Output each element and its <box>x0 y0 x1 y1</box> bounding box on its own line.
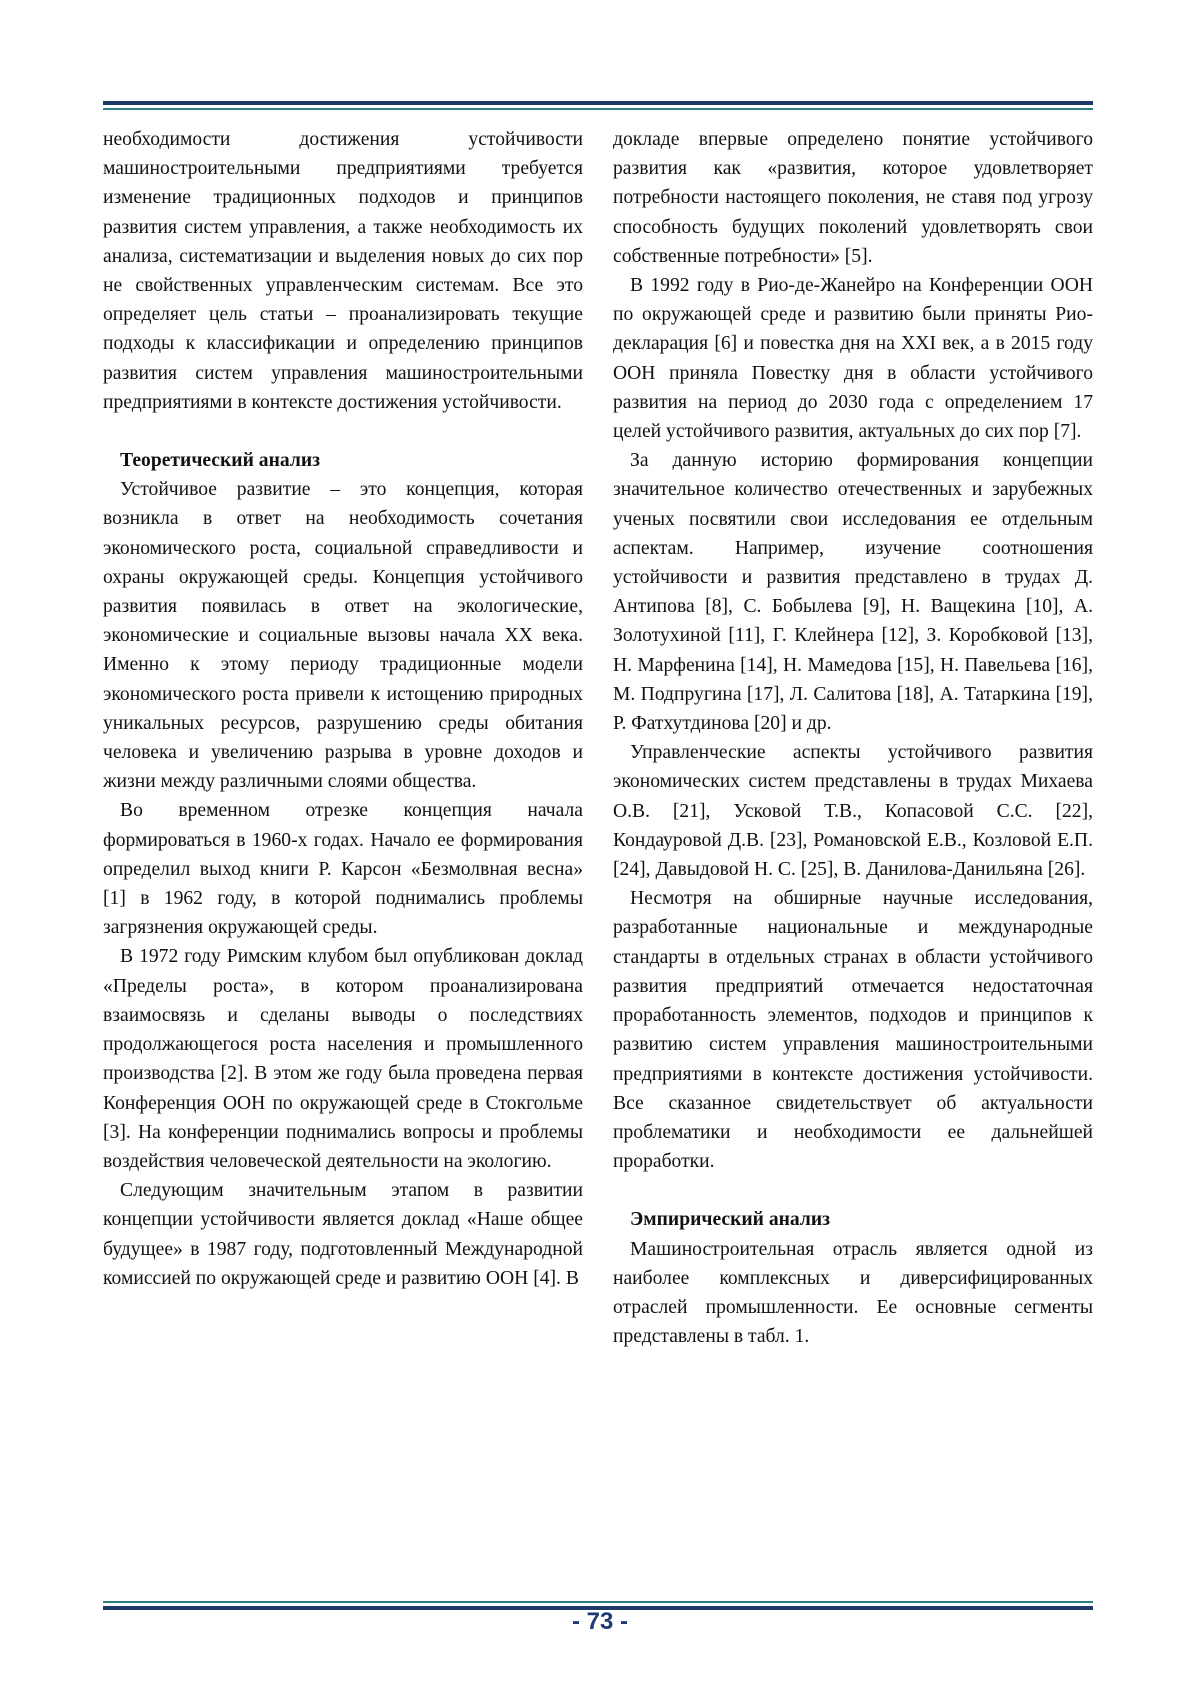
section-heading-theoretical: Теоретический анализ <box>120 450 320 472</box>
right-column <box>613 125 1093 1351</box>
left-column <box>103 125 583 1293</box>
header-rule <box>103 101 1093 110</box>
right-paragraph-6: Машиностроительная отрасль является одной из наиболее комплексных и диверсифицированных отраслей промышленности. Ее основные сегменты представлены в табл. 1. <box>613 1238 1093 1348</box>
section-heading-empirical: Эмпирический анализ <box>630 1209 831 1231</box>
left-paragraph-4: В 1972 году Римским клубом был опубликован доклад «Пределы роста», в котором проанализирована взаимосвязь и сделаны выводы о последствиях продолжающегося роста населения и промышленного производства [2]. В этом же году была проведена первая Конференция ООН по окружающей среде в Стокгольме [3]. На конференции поднимались вопросы и проблемы воздействия человеческой деятельности на экологию. <box>103 946 583 1172</box>
right-paragraph-3: За данную историю формирования концепции значительное количество отечественных и зарубежных ученых посвятили свои исследования ее отдельным аспектам. Например, изучение соотношения устойчивости и развития представлено в трудах Д. Антипова [8], С. Бобылева [9], Н. Ващекина [10], А. Золотухиной [11], Г. Клейнера [12], З. Коробковой [13], Н. Марфенина [14], Н. Мамедова [15], Н. Павельева [16], М. Подпругина [17], Л. Салитова [18], А. Татаркина [19], Р. Фатхутдинова [20] и др. <box>613 450 1093 735</box>
right-paragraph-1: докладе впервые определено понятие устойчивого развития как «развития, которое удовлетворяет потребности настоящего поколения, не ставя под угрозу способность будущих поколений удовлетворять свои собственные потребности» [5]. <box>613 129 1093 267</box>
page-number: - 73 - <box>571 1608 628 1635</box>
header-rule-thin <box>103 108 1093 110</box>
right-paragraph-5: Несмотря на обширные научные исследования, разработанные национальные и международные стандарты в отдельных странах в области устойчивого развития предприятий отмечается недостаточная проработанность элементов, подходов и принципов к развитию систем управления машиностроительными предприятиями в контексте достижения устойчивости. Все сказанное свидетельствует об актуальности проблематики и необходимости ее дальнейшей проработки. <box>613 888 1093 1173</box>
header-rule-thick <box>103 101 1093 105</box>
footer-rule-thin <box>103 1601 1093 1603</box>
right-paragraph-2: В 1992 году в Рио-де-Жанейро на Конференции ООН по окружающей среде и развитию были приняты Рио-декларация [6] и повестка дня на XXI век, а в 2015 году ООН приняла Повестку дня в области устойчивого развития на период до 2030 года с определением 17 целей устойчивого развития, актуальных до сих пор [7]. <box>613 275 1093 443</box>
left-paragraph-5: Следующим значительным этапом в развитии концепции устойчивости является доклад «Наше общее будущее» в 1987 году, подготовленный Международной комиссией по окружающей среде и развитию ООН [4]. В <box>103 1180 583 1289</box>
left-paragraph-3: Во временном отрезке концепция начала формироваться в 1960-х годах. Начало ее формирования определил выход книги Р. Карсон «Безмолвная весна» [1] в 1962 году, в которой поднимались проблемы загрязнения окружающей среды. <box>103 800 583 939</box>
left-paragraph-2: Устойчивое развитие – это концепция, которая возникла в ответ на необходимость сочетания экономического роста, социальной справедливости и охраны окружающей среды. Концепция устойчивого развития появилась в ответ на экологические, экономические и социальные вызовы начала XX века. Именно к этому периоду традиционные модели экономического роста привели к истощению природных уникальных ресурсов, разрушению среды обитания человека и увеличению разрыва в уровне доходов и жизни между различными слоями общества. <box>103 479 583 793</box>
left-paragraph-1: необходимости достижения устойчивости машиностроительными предприятиями требуется изменение традиционных подходов и принципов развития систем управления, а также необходимость их анализа, систематизации и выделения новых до сих пор не свойственных управленческим системам. Все это определяет цель статьи – проанализировать текущие подходы к классификации и определению принципов развития систем управления машиностроительными предприятиями в контексте достижения устойчивости. <box>103 129 583 413</box>
right-paragraph-4: Управленческие аспекты устойчивого развития экономических систем представлены в трудах Михаева О.В. [21], Усковой Т.В., Копасовой С.С. [22], Кондауровой Д.В. [23], Романовской Е.В., Козловой Е.П. [24], Давыдовой Н. С. [25], В. Данилова-Данильяна [26]. <box>613 742 1093 881</box>
